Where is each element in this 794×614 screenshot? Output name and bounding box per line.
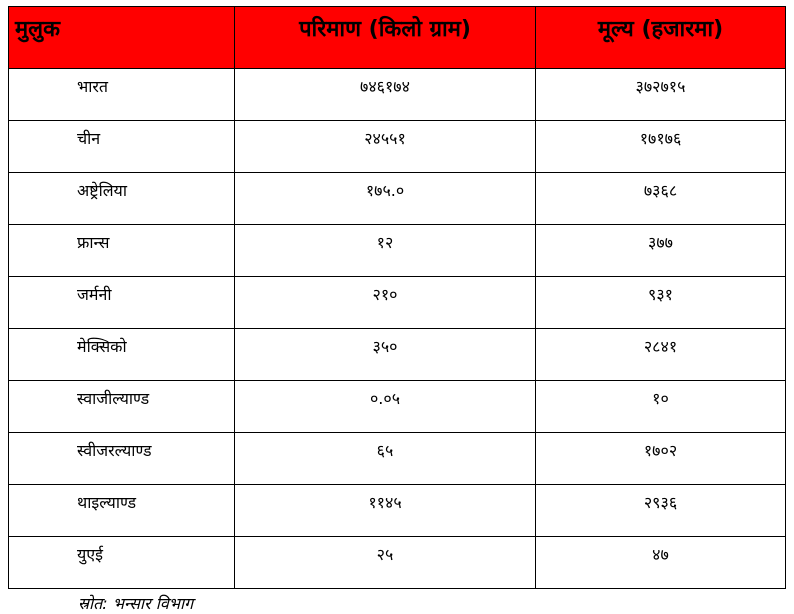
quantity-cell: १७५.० bbox=[235, 173, 536, 225]
country-cell: युएई bbox=[9, 537, 235, 589]
country-cell: स्वाजील्याण्ड bbox=[9, 381, 235, 433]
country-cell: जर्मनी bbox=[9, 277, 235, 329]
country-cell: स्वीजरल्याण्ड bbox=[9, 433, 235, 485]
table-row bbox=[9, 537, 786, 589]
table-row bbox=[9, 173, 786, 225]
country-cell: भारत bbox=[9, 69, 235, 121]
country-cell: थाइल्याण्ड bbox=[9, 485, 235, 537]
quantity-cell: २४५५१ bbox=[235, 121, 536, 173]
table-row bbox=[9, 381, 786, 433]
quantity-cell: १२ bbox=[235, 225, 536, 277]
country-cell: चीन bbox=[9, 121, 235, 173]
value-cell: १७१७६ bbox=[536, 121, 786, 173]
header-quantity: परिमाण (किलो ग्राम) bbox=[235, 7, 536, 69]
value-cell: ४७ bbox=[536, 537, 786, 589]
header-country: मुलुक bbox=[9, 7, 235, 69]
table-row bbox=[9, 485, 786, 537]
table-row bbox=[9, 69, 786, 121]
source-note: स्रोत: भन्सार विभाग bbox=[78, 594, 194, 613]
value-cell: ३७७ bbox=[536, 225, 786, 277]
value-cell: १० bbox=[536, 381, 786, 433]
import-table bbox=[8, 6, 786, 589]
value-cell: ३७२७१५ bbox=[536, 69, 786, 121]
value-cell: २८४१ bbox=[536, 329, 786, 381]
country-cell: फ्रान्स bbox=[9, 225, 235, 277]
country-cell: अष्ट्रेलिया bbox=[9, 173, 235, 225]
country-cell: मेक्सिको bbox=[9, 329, 235, 381]
table-row bbox=[9, 329, 786, 381]
table-row bbox=[9, 225, 786, 277]
quantity-cell: ३५० bbox=[235, 329, 536, 381]
header-row bbox=[9, 7, 786, 69]
value-cell: १७०२ bbox=[536, 433, 786, 485]
table-row bbox=[9, 121, 786, 173]
value-cell: ७३६८ bbox=[536, 173, 786, 225]
quantity-cell: २५ bbox=[235, 537, 536, 589]
quantity-cell: ७४६१७४ bbox=[235, 69, 536, 121]
quantity-cell: ०.०५ bbox=[235, 381, 536, 433]
table-row bbox=[9, 277, 786, 329]
header-value: मूल्य (हजारमा) bbox=[536, 7, 786, 69]
quantity-cell: ६५ bbox=[235, 433, 536, 485]
quantity-cell: ११४५ bbox=[235, 485, 536, 537]
quantity-cell: २१० bbox=[235, 277, 536, 329]
value-cell: ९३१ bbox=[536, 277, 786, 329]
value-cell: २९३६ bbox=[536, 485, 786, 537]
table-row bbox=[9, 433, 786, 485]
